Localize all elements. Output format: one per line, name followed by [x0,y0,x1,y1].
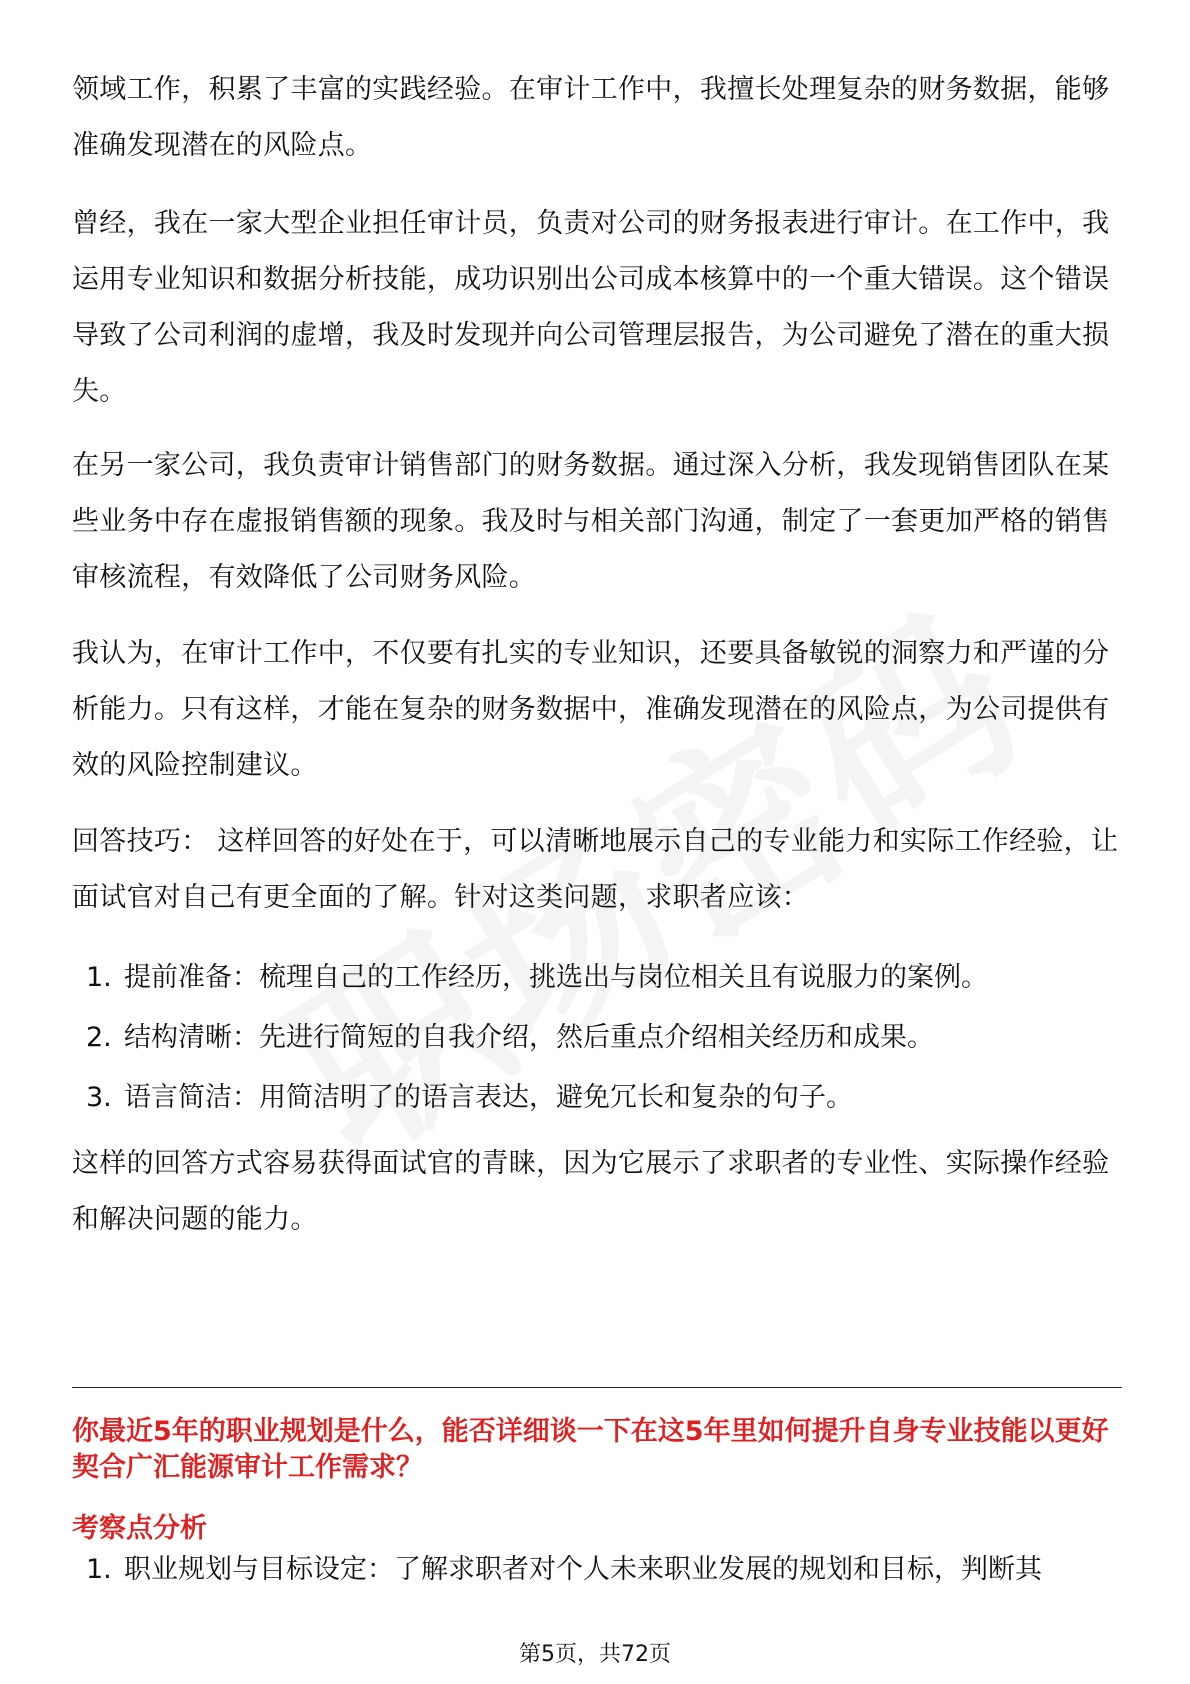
section-divider [72,1387,1122,1388]
list-number: 1. [86,1554,112,1585]
list-item [72,1008,1122,1068]
paragraph-experience-intro: 领域工作，积累了丰富的实践经验。在审计工作中，我擅长处理复杂的财务数据，能够准确发现潜在的风险点。 [72,74,1110,161]
analysis-list [72,1540,1122,1600]
paragraph-conclusion: 这样的回答方式容易获得面试官的青睐，因为它展示了求职者的专业性、实际操作经验和解决问题的能力。 [72,1148,1110,1235]
paragraph-audit-case-1: 曾经，我在一家大型企业担任审计员，负责对公司的财务报表进行审计。在工作中，我运用专业知识和数据分析技能，成功识别出公司成本核算中的一个重大错误。这个错误导致了公司利润的虚增，我及时发现并向公司管理层报告，为公司避免了潜在的重大损失。 [72,208,1110,407]
list-item [72,1068,1122,1128]
list-text: 结构清晰：先进行简短的自我介绍，然后重点介绍相关经历和成果。 [124,1022,934,1053]
list-number: 3. [86,1082,112,1113]
page-footer: 第5页，共72页 [519,1642,671,1667]
list-text: 职业规划与目标设定：了解求职者对个人未来职业发展的规划和目标，判断其 [124,1554,1042,1585]
list-item [72,948,1122,1008]
paragraph-opinion: 我认为，在审计工作中，不仅要有扎实的专业知识，还要具备敏锐的洞察力和严谨的分析能力。只有这样，才能在复杂的财务数据中，准确发现潜在的风险点，为公司提供有效的风险控制建议。 [72,638,1110,781]
interview-question: 你最近5年的职业规划是什么，能否详细谈一下在这5年里如何提升自身专业技能以更好契合广汇能源审计工作需求？ [72,1416,1109,1483]
list-number: 2. [86,1022,112,1053]
paragraph-answer-tips: 回答技巧： 这样回答的好处在于，可以清晰地展示自己的专业能力和实际工作经验，让面试官对自己有更全面的了解。针对这类问题，求职者应该： [72,826,1119,913]
list-number: 1. [86,962,112,993]
list-text: 提前准备：梳理自己的工作经历，挑选出与岗位相关且有说服力的案例。 [124,962,988,993]
paragraph-audit-case-2: 在另一家公司，我负责审计销售部门的财务数据。通过深入分析，我发现销售团队在某些业务中存在虚报销售额的现象。我及时与相关部门沟通，制定了一套更加严格的销售审核流程，有效降低了公司财务风险。 [72,450,1110,593]
list-text: 语言简洁：用简洁明了的语言表达，避免冗长和复杂的句子。 [124,1082,853,1113]
tips-list [72,948,1122,1128]
section-title: 考察点分析 [72,1513,207,1544]
list-item [72,1540,1122,1600]
